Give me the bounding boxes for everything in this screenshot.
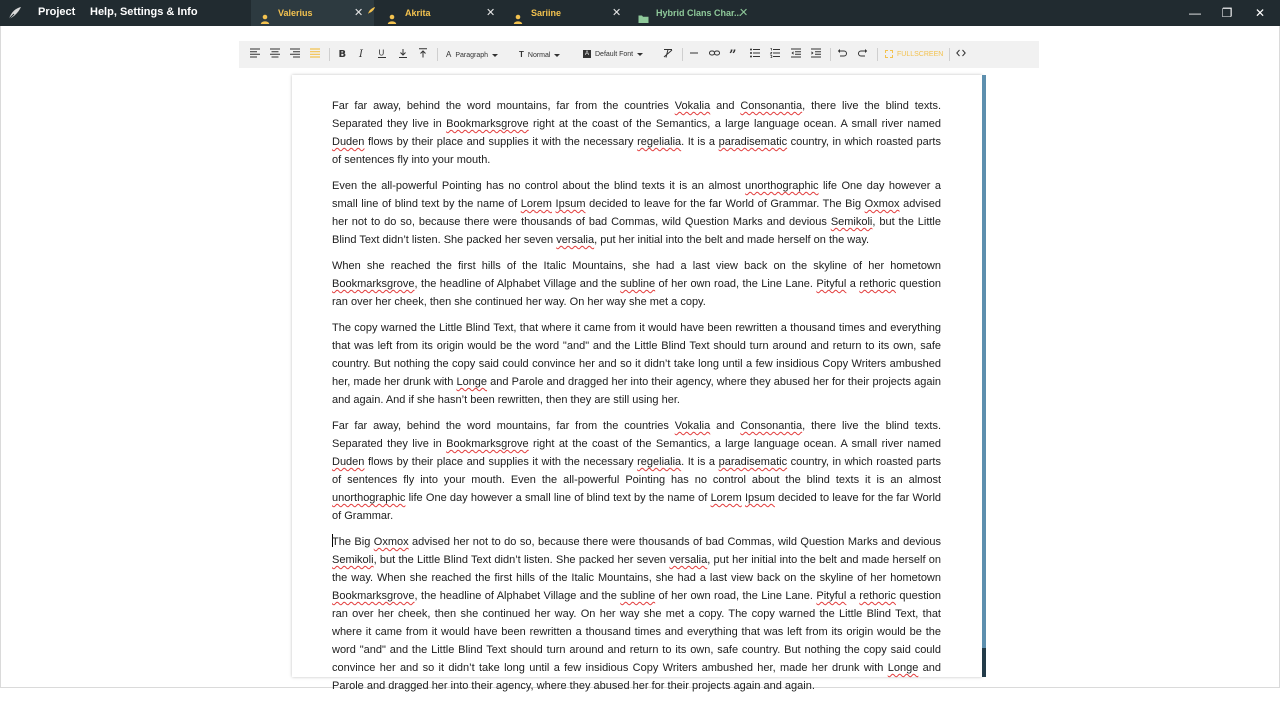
menu-project[interactable]: Project xyxy=(38,6,76,18)
menu-help-settings[interactable]: Help, Settings & Info xyxy=(90,6,198,18)
text-run: Far far away, behind the word mountains, far from the countries xyxy=(332,420,675,432)
undo-button[interactable] xyxy=(835,41,849,68)
misspelled-word: Consonantia xyxy=(740,420,803,432)
text-run: . It is a xyxy=(681,456,719,468)
misspelled-word: rethoric xyxy=(859,278,896,290)
text-run: question ran over her cheek, then she continued her way. On her way she met a copy. xyxy=(332,278,941,308)
text-run: flows by their place and supplies it with the necessary xyxy=(364,456,638,468)
document-page[interactable] xyxy=(292,75,982,692)
folder-icon xyxy=(638,8,648,18)
source-code-button[interactable] xyxy=(954,41,968,68)
misspelled-word: Vokalia xyxy=(674,420,711,432)
misspelled-word: Lorem xyxy=(710,492,742,504)
bullet-list-button[interactable] xyxy=(748,41,762,68)
user-icon xyxy=(513,8,523,18)
text-top-icon xyxy=(418,48,428,58)
redo-button[interactable] xyxy=(856,41,870,68)
paragraph-style-dropdown[interactable] xyxy=(446,41,498,68)
toolbar-divider xyxy=(949,48,950,61)
text-run: advised her not to do so, because there were thousands of bad Commas, wild Question Marks and devious xyxy=(332,198,942,228)
text-run: The copy warned the Little Blind Text, that where it came from it would have been rewritten a thousand times and everything that was left from its origin would be the word "and" and the Little Blind Text should turn around and return to its own, safe country. But nothing the copy said could convince her and so it didn’t take long until a few insidious Copy Writers ambushed her, made her drunk with xyxy=(332,322,941,388)
align-left-button[interactable] xyxy=(247,41,263,68)
redo-icon xyxy=(858,48,868,58)
font-size-dropdown[interactable] xyxy=(519,41,560,68)
link-button[interactable] xyxy=(707,41,721,68)
text-run: right at the coast of the Semantics, a large language ocean. A small river named xyxy=(528,118,941,130)
document-paragraph[interactable] xyxy=(332,533,941,695)
fullscreen-button[interactable] xyxy=(885,41,943,68)
tab-label: Hybrid Clans Char... xyxy=(656,8,742,18)
text-run: , there live the blind texts. Separated they live in xyxy=(332,100,942,130)
outdent-button[interactable] xyxy=(789,41,803,68)
text-run: and Parole and dragged her into their agency, where they abused her for their projects again and again. xyxy=(332,662,941,692)
text-run: a xyxy=(846,278,860,290)
link-icon xyxy=(709,48,720,58)
italic-icon xyxy=(357,48,367,58)
svg-text:U: U xyxy=(378,48,385,58)
text-run: country, in which roasted parts of sentences fly into your mouth. xyxy=(332,136,941,166)
document-content[interactable] xyxy=(332,97,941,703)
text-run: , put her initial into the belt and made herself on the way. When she reached the first hills of the Italic Mountains, she had a last view back on the skyline of her hometown xyxy=(332,554,941,584)
italic-button[interactable] xyxy=(355,41,369,68)
misspelled-word: Bookmarksgrove xyxy=(446,438,529,450)
text-run: When she reached the first hills of the Italic Mountains, she had a last view back on the skyline of her hometown xyxy=(332,260,941,272)
misspelled-word: versalia xyxy=(669,554,708,566)
tab-close-icon[interactable]: ✕ xyxy=(612,7,622,19)
text-run: question ran over her cheek, then she continued her way. On her way she met a copy. The copy warned the Little Blind Text, that where it came from it would have been rewritten a thousand times and everything that was left from its origin would be the word "and" and the Little Blind Text should turn around and return to its own, safe country. But nothing the copy said could convince her and so it didn’t take long until a few insidious Copy Writers ambushed her, made her drunk with xyxy=(332,590,941,674)
text-run: country, in which roasted parts of sentences fly into your mouth. Even the all-powerful Pointing has no control about the blind texts it is an almost xyxy=(332,456,941,486)
misspelled-word: Bookmarksgrove xyxy=(332,590,415,602)
toolbar-divider xyxy=(329,48,330,61)
outdent-icon xyxy=(791,48,801,58)
text-run: , the headline of Alphabet Village and the xyxy=(414,590,621,602)
align-right-button[interactable] xyxy=(287,41,303,68)
document-paragraph[interactable] xyxy=(332,177,941,249)
toolbar-divider xyxy=(437,48,438,61)
text-run: decided to leave for the far World of Grammar. xyxy=(332,492,942,522)
fullscreen-label: FULLSCREEN xyxy=(897,51,944,58)
misspelled-word: regelialia xyxy=(637,456,682,468)
quill-icon xyxy=(367,2,376,11)
align-justify-button[interactable] xyxy=(307,41,323,68)
misspelled-word: Oxmox xyxy=(373,536,409,548)
horizontal-rule-icon xyxy=(689,48,699,58)
clear-format-button[interactable] xyxy=(661,41,675,68)
tab-label: Sariine xyxy=(531,8,562,18)
tab-close-icon[interactable]: ✕ xyxy=(354,7,364,19)
misspelled-word: Longe xyxy=(456,376,488,388)
svg-text:I: I xyxy=(359,49,363,60)
numbered-list-icon xyxy=(770,48,780,58)
close-window-button[interactable]: ✕ xyxy=(1254,6,1266,20)
tab-label: Valerius xyxy=(278,8,313,18)
font-family-icon: A xyxy=(584,51,589,58)
user-icon xyxy=(260,8,270,18)
toolbar-divider xyxy=(682,48,683,61)
misspelled-word: Lorem xyxy=(520,198,552,210)
text-run: The Big xyxy=(332,536,374,548)
minimize-button[interactable]: — xyxy=(1189,6,1201,20)
tab-label: Akrita xyxy=(405,8,431,18)
text-color-icon: A xyxy=(446,50,452,59)
misspelled-word: Duden xyxy=(332,456,365,468)
align-center-button[interactable] xyxy=(267,41,283,68)
text-run: of her own road, the Line Lane. xyxy=(655,590,817,602)
misspelled-word: Consonantia xyxy=(740,100,803,112)
align-center-icon xyxy=(270,48,280,58)
subscript-button[interactable] xyxy=(396,41,410,68)
text-run: advised her not to do so, because there were thousands of bad Commas, wild Question Marks and devious xyxy=(408,536,941,548)
misspelled-word: Ipsum xyxy=(744,492,775,504)
clear-format-icon xyxy=(663,48,673,58)
code-icon xyxy=(956,48,966,58)
misspelled-word: paradisematic xyxy=(718,136,788,148)
tab-hybrid-clans[interactable] xyxy=(629,0,755,26)
scrollbar-thumb[interactable] xyxy=(982,648,986,677)
text-run: , put her initial into the belt and made herself on the way. xyxy=(594,234,870,246)
tab-sariine[interactable] xyxy=(504,0,627,26)
align-left-icon xyxy=(250,48,260,58)
superscript-button[interactable] xyxy=(416,41,430,68)
underline-icon xyxy=(377,48,387,58)
align-justify-icon xyxy=(310,48,320,58)
text-run: of her own road, the Line Lane. xyxy=(655,278,817,290)
text-run: right at the coast of the Semantics, a large language ocean. A small river named xyxy=(528,438,941,450)
misspelled-word: unorthographic xyxy=(332,492,406,504)
misspelled-word: subline xyxy=(620,278,656,290)
text-run: decided to leave for the far World of Grammar. The Big xyxy=(585,198,865,210)
user-icon xyxy=(387,8,397,18)
indent-icon xyxy=(811,48,821,58)
text-run: flows by their place and supplies it with the necessary xyxy=(364,136,638,148)
misspelled-word: subline xyxy=(620,590,656,602)
misspelled-word: Pityful xyxy=(816,590,847,602)
misspelled-word: rethoric xyxy=(859,590,896,602)
text-run: and xyxy=(710,100,741,112)
text-run: , but the Little Blind Text didn’t listen. She packed her seven xyxy=(373,554,670,566)
misspelled-word: Pityful xyxy=(816,278,847,290)
misspelled-word: Bookmarksgrove xyxy=(332,278,415,290)
misspelled-word: Bookmarksgrove xyxy=(446,118,529,130)
quote-icon xyxy=(729,48,739,63)
toolbar-divider xyxy=(830,48,831,61)
svg-text:B: B xyxy=(338,49,347,60)
svg-text:”: ” xyxy=(729,48,737,63)
misspelled-word: regelialia xyxy=(637,136,682,148)
scrollbar-track[interactable] xyxy=(982,75,986,677)
horizontal-rule-button[interactable] xyxy=(687,41,701,68)
paragraph-style-value: Paragraph xyxy=(455,52,489,59)
misspelled-word: Longe xyxy=(887,662,919,674)
font-size-icon: T xyxy=(519,50,524,59)
text-run: a xyxy=(846,590,860,602)
app-logo-icon[interactable] xyxy=(6,4,24,22)
font-size-value: Normal xyxy=(527,52,551,59)
misspelled-word: Semikoli xyxy=(332,554,374,566)
title-bar xyxy=(0,0,1280,26)
document-paragraph[interactable] xyxy=(332,97,941,169)
document-paragraph[interactable] xyxy=(332,417,941,525)
numbered-list-button[interactable] xyxy=(768,41,782,68)
text-run: , the headline of Alphabet Village and the xyxy=(414,278,621,290)
font-family-dropdown[interactable] xyxy=(583,41,643,68)
toolbar-divider xyxy=(877,48,878,61)
text-run: life One day however a small line of blind text by the name of xyxy=(332,180,941,210)
align-right-icon xyxy=(290,48,300,58)
text-run: Far far away, behind the word mountains, far from the countries xyxy=(332,100,675,112)
undo-icon xyxy=(837,48,847,58)
fullscreen-icon xyxy=(885,50,893,58)
tab-close-icon[interactable]: ✕ xyxy=(486,7,496,19)
restore-button[interactable]: ❐ xyxy=(1221,6,1233,20)
text-baseline-icon xyxy=(398,48,408,58)
text-run: and xyxy=(710,420,741,432)
document-paragraph[interactable] xyxy=(332,257,941,311)
misspelled-word: Duden xyxy=(332,136,365,148)
font-family-value: Default Font xyxy=(595,51,634,58)
misspelled-word: Vokalia xyxy=(674,100,711,112)
text-run: . It is a xyxy=(681,136,719,148)
blockquote-button[interactable] xyxy=(727,41,741,68)
bullet-list-icon xyxy=(750,48,760,58)
text-run: , there live the blind texts. Separated they live in xyxy=(332,420,942,450)
editor-toolbar xyxy=(239,41,1039,68)
tab-akrita[interactable] xyxy=(378,0,501,26)
document-paragraph[interactable] xyxy=(332,319,941,409)
misspelled-word: unorthographic xyxy=(745,180,819,192)
misspelled-word: versalia xyxy=(556,234,595,246)
tab-close-icon[interactable]: ✕ xyxy=(739,7,749,19)
bold-button[interactable] xyxy=(335,41,349,68)
text-run: , but the Little Blind Text didn’t listen. She packed her seven xyxy=(332,216,941,246)
text-run: and Parole and dragged her into their agency, where they abused her for their projects again and again. And if she hasn’t been rewritten, then they are still using her. xyxy=(332,376,942,406)
underline-button[interactable] xyxy=(375,41,389,68)
misspelled-word: paradisematic xyxy=(718,456,788,468)
bold-icon xyxy=(337,48,347,58)
tab-valerius[interactable] xyxy=(251,0,374,26)
text-run: Even the all-powerful Pointing has no control about the blind texts it is an almost xyxy=(332,180,746,192)
indent-button[interactable] xyxy=(809,41,823,68)
misspelled-word: Oxmox xyxy=(864,198,900,210)
text-run: life One day however a small line of blind text by the name of xyxy=(405,492,711,504)
misspelled-word: Semikoli xyxy=(830,216,873,228)
misspelled-word: Ipsum xyxy=(555,198,586,210)
